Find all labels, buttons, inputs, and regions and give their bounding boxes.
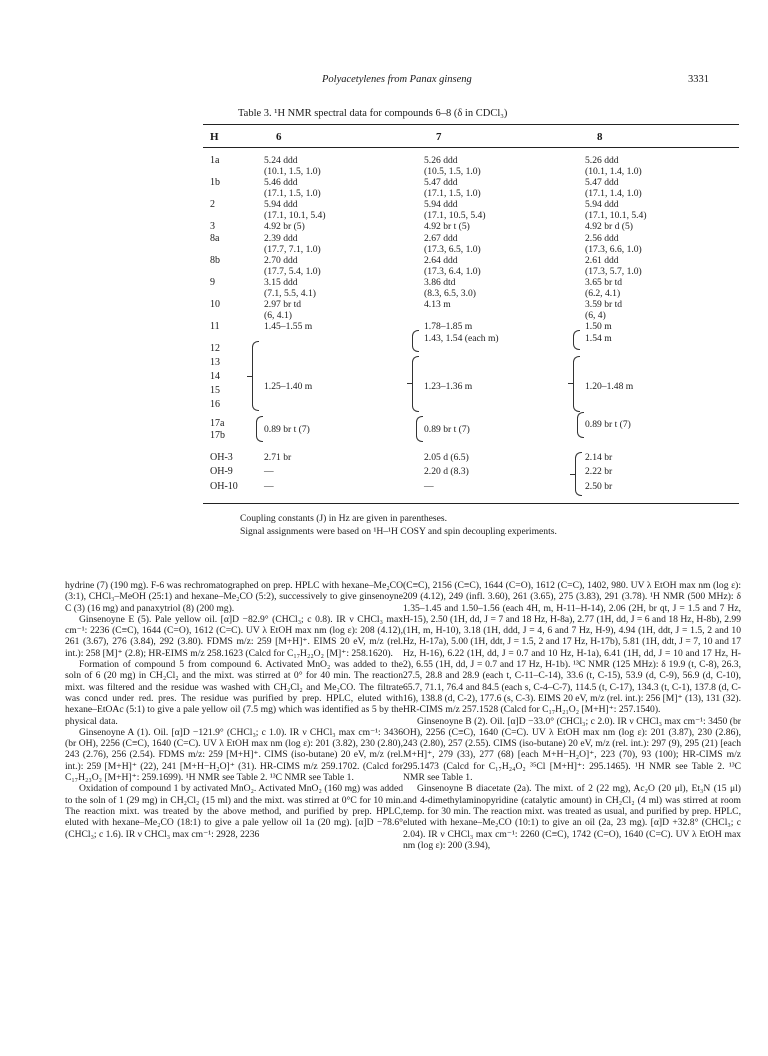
row-label: OH-3 xyxy=(210,452,233,463)
brace-17-col6 xyxy=(256,416,263,442)
brace-13-16-col7 xyxy=(412,356,419,412)
table-cell: 4.92 br d (5) xyxy=(585,221,633,232)
table-cell: 2.22 br xyxy=(585,466,613,477)
table-cell: (6, 4) xyxy=(585,310,606,321)
table-cell: 2.67 ddd xyxy=(424,233,458,244)
row-label: 15 xyxy=(210,385,220,396)
table-cell: 0.89 br t (7) xyxy=(264,424,310,435)
table-cell: 5.26 ddd xyxy=(424,155,458,166)
table-cell: 1.20–1.48 m xyxy=(585,381,634,392)
table-cell: (17.3, 5.7, 1.0) xyxy=(585,266,642,277)
table-cell: 0.89 br t (7) xyxy=(585,419,631,430)
row-label: 17b xyxy=(210,430,225,441)
table-caption: Table 3. ¹H NMR spectral data for compounds 6–8 (δ in CDCl₃) xyxy=(238,108,508,119)
table-cell: (17.7, 7.1, 1.0) xyxy=(264,244,321,255)
table-cell: 2.05 d (6.5) xyxy=(424,452,469,463)
brace-tip xyxy=(568,383,573,384)
table-cell: (17.1, 1.4, 1.0) xyxy=(585,188,642,199)
table-cell: (17.3, 6.6, 1.0) xyxy=(585,244,642,255)
brace-12-16-col6 xyxy=(252,341,259,411)
body-paragraph: Ginsenoyne B diacetate (2a). The mixt. of 2 (22 mg), Ac₂O (20 μl), Et₃N (15 μl) and 4-dimethylaminopyridine (catalytic amount) in CH₂Cl₂ (4 ml) was stirred at room temp. for 30 min. The reaction mixt. was treated as usual, and purified by prep. HPLC, eluted with hexane–Me₂CO (10:1) to give an oil (2a, 23 mg). [α]D +32.8° (CHCl₃; c 2.04). IR ν CHCl₃ max cm⁻¹: 2260 (C≡C), 1742 (C=O), 1640 (C=C). UV λ EtOH max nm (log ε): 200 (3.94), xyxy=(403,783,741,851)
body-paragraph: Ginsenoyne E (5). Pale yellow oil. [α]D −82.9° (CHCl₃; c 0.8). IR ν CHCl₃ max cm⁻¹: 2236 (C≡C), 1644 (C=O), 1612 (C=C). UV λ EtOH max nm (log ε): 208 (4.12), 261 (3.67), 276 (3.84), 292 (3.80). FDMS m/z: 259 [M+H]⁺. EIMS 20 eV, m/z (rel. int.): 258 [M]⁺ (2.8); HR-EIMS m/z 258.1623 (Calcd for C₁₇H₂₂O₂ [M]⁺: 258.1620). xyxy=(65,613,403,659)
table-cell: 5.47 ddd xyxy=(585,177,619,188)
table-cell: (17.7, 5.4, 1.0) xyxy=(264,266,321,277)
brace-13-16-col8 xyxy=(573,356,580,412)
table-cell: 5.46 ddd xyxy=(264,177,298,188)
row-label: OH-10 xyxy=(210,481,238,492)
row-label: 1a xyxy=(210,155,220,166)
body-paragraph: Oxidation of compound 1 by activated MnO₂. Activated MnO₂ (160 mg) was added to the soln of 1 (29 mg) in CH₂Cl₂ (15 ml) and the mixt. was stirred at 0°C for 10 min. The reaction mixt. was treated by the above method, and purified by prep. HPLC, eluted with hexane–Me₂CO (18:1) to give a pale yellow oil 1a (20 mg). [α]D −78.6° (CHCl₃; c 1.6). IR ν CHCl₃ max cm⁻¹: 2928, 2236 xyxy=(65,783,403,840)
table-footnote: Signal assignments were based on ¹H–¹H COSY and spin decoupling experiments. xyxy=(240,526,557,537)
table-cell: 3.65 br td xyxy=(585,277,623,288)
table-cell: 1.50 m xyxy=(585,321,612,332)
table-cell: (10.5, 1.5, 1.0) xyxy=(424,166,481,177)
table-cell: 1.45–1.55 m xyxy=(264,321,313,332)
table-cell: 3.59 br td xyxy=(585,299,623,310)
running-title: Polyacetylenes from Panax ginseng xyxy=(322,74,472,85)
table-bottom-rule xyxy=(203,503,739,504)
running-head xyxy=(0,74,768,88)
table-cell: (17.1, 1.5, 1.0) xyxy=(424,188,481,199)
row-label: 16 xyxy=(210,399,220,410)
table-cell: (10.1, 1.5, 1.0) xyxy=(264,166,321,177)
row-label: 9 xyxy=(210,277,215,288)
body-column-right xyxy=(403,580,741,851)
row-label: 8a xyxy=(210,233,220,244)
col-header-8: 8 xyxy=(597,131,603,143)
col-header-h: H xyxy=(210,131,219,143)
table-cell: — xyxy=(264,481,274,492)
row-label: 1b xyxy=(210,177,220,188)
body-paragraph: Ginsenoyne A (1). Oil. [α]D −121.9° (CHCl₃; c 1.0). IR ν CHCl₃ max cm⁻¹: 3436 (br OH), 2256 (C≡C), 1640 (C=C). UV λ EtOH max nm (log ε): 201 (3.82), 230 (2.80), 243 (2.76), 256 (2.54). FDMS m/z: 259 [M+H]⁺. CIMS (iso-butane) 20 eV, m/z (rel. int.): 259 [M+H]⁺ (22), 241 [M+H−H₂O]⁺ (31). HR-CIMS m/z 259.1702. (Calcd for C₁₇H₂₃O₂ [M+H]⁺: 259.1699). ¹H NMR see Table 2. ¹³C NMR see Table 1. xyxy=(65,726,403,784)
table-cell: (8.3, 6.5, 3.0) xyxy=(424,288,476,299)
table-cell: 0.89 br t (7) xyxy=(424,424,470,435)
body-column-left xyxy=(65,580,403,840)
brace-12-col7 xyxy=(412,330,419,352)
row-label: 10 xyxy=(210,299,220,310)
table-cell: 4.92 br t (5) xyxy=(424,221,470,232)
table-cell: — xyxy=(424,481,434,492)
table-cell: (17.1, 10.5, 5.4) xyxy=(424,210,486,221)
body-paragraph: (C≡C), 2156 (C≡C), 1644 (C=O), 1612 (C=C), 1402, 980. UV λ EtOH max nm (log ε): 209 (4.12), 249 (infl. 3.60), 261 (3.65), 275 (3.83), 291 (3.78). ¹H NMR (500 MHz): δ 1.35–1.45 and 1.50–1.56 (each 4H, m, H-11–H-14), 2.06 (2H, br qt, J = 1.5 and 7 Hz, H-15), 2.50 (1H, dd, J = 7 and 18 Hz, H-8a), 2.77 (1H, dd, J = 6 and 18 Hz, H-8b), 2.99 (1H, m, H-10), 3.18 (1H, ddd, J = 4, 6 and 7 Hz, H-9), 4.94 (1H, ddt, J = 1.5, 2 and 10 Hz, H-17a), 5.00 (1H, ddt, J = 1.5, 2 and 17 Hz, H-17b), 5.81 (1H, ddt, J = 7, 10 and 17 Hz, H-16), 6.22 (1H, dd, J = 0.7 and 10 Hz, H-1a), 6.41 (1H, dd, J = 10 and 17 Hz, H-2), 6.55 (1H, dd, J = 0.7 and 17 Hz, H-1b). ¹³C NMR (125 MHz): δ 19.9 (t, C-8), 26.3, 27.5, 28.8 and 28.9 (each t, C-11–C-14), 33.6 (t, C-15), 53.9 (d, C-9), 56.9 (d, C-10), 65.7, 71.1, 76.4 and 84.5 (each s, C-4–C-7), 114.5 (t, C-17), 134.3 (t, C-1), 137.8 (d, C-16), 138.8 (d, C-2), 177.6 (s, C-3). EIMS 20 eV, m/z (rel. int.): 256 [M]⁺ (13), 131 (32). HR-CIMS m/z 257.1528 (Calcd for C₁₇H₂₁O₂ [M+H]⁺: 257.1540). xyxy=(403,580,741,716)
table-cell: 3.86 dtd xyxy=(424,277,456,288)
table-cell: (10.1, 1.4, 1.0) xyxy=(585,166,642,177)
table-top-rule xyxy=(203,124,739,125)
row-label: 17a xyxy=(210,418,225,429)
brace-tip xyxy=(247,376,252,377)
table-cell: (17.3, 6.4, 1.0) xyxy=(424,266,481,277)
table-cell: (6, 4.1) xyxy=(264,310,292,321)
table-cell: 2.70 ddd xyxy=(264,255,298,266)
table-cell: (17.1, 10.1, 5.4) xyxy=(264,210,326,221)
brace-17-col8 xyxy=(577,412,584,438)
table-cell: 5.26 ddd xyxy=(585,155,619,166)
table-footnote: Coupling constants (J) in Hz are given in parentheses. xyxy=(240,513,448,524)
table-cell: 5.94 ddd xyxy=(264,199,298,210)
table-cell: 1.78–1.85 m xyxy=(424,321,473,332)
body-paragraph: Ginsenoyne B (2). Oil. [α]D −33.0° (CHCl₃; c 2.0). IR ν CHCl₃ max cm⁻¹: 3450 (br OH), 2256 (C≡C), 1640 (C=C). UV λ EtOH max nm (log ε): 201 (3.87), 230 (2.86), 243 (2.80), 257 (2.55). CIMS (iso-butane) 20 eV, m/z (rel. int.): 297 (9), 295 (21) [each M+H]⁺, 279 (33), 277 (68) [each M+H−H₂O]⁺, 223 (70), 93 (100); HR-CIMS m/z 295.1473 (Calcd for C₁₇H₂₄O₂ ³⁵Cl [M+H]⁺: 295.1465). ¹H NMR see Table 2. ¹³C NMR see Table 1. xyxy=(403,715,741,784)
row-label: 14 xyxy=(210,371,220,382)
table-cell: 1.25–1.40 m xyxy=(264,381,313,392)
brace-12-col8 xyxy=(573,330,580,350)
table-header-rule xyxy=(203,147,739,148)
table-cell: 2.71 br xyxy=(264,452,292,463)
table-cell: — xyxy=(264,466,274,477)
table-cell: 2.56 ddd xyxy=(585,233,619,244)
body-paragraph: Formation of compound 5 from compound 6. Activated MnO₂ was added to the soln of 6 (20 mg) in CH₂Cl₂ and the mixt. was stirred at 0° for 40 min. The reaction mixt. was filtered and the residue was washed with CH₂Cl₂ and Me₂CO. The filtrate was concd under red. pres. The residue was purified by prep. HPLC, eluted with hexane–EtOAc (5:1) to give a pale yellow oil (7.5 mg) which was identified as 5 by the physical data. xyxy=(65,659,403,727)
col-header-6: 6 xyxy=(276,131,282,143)
row-label: OH-9 xyxy=(210,466,233,477)
col-header-7: 7 xyxy=(436,131,442,143)
row-label: 13 xyxy=(210,357,220,368)
table-cell: 4.13 m xyxy=(424,299,451,310)
table-cell: 2.39 ddd xyxy=(264,233,298,244)
body-paragraph: hydrine (7) (190 mg). F-6 was rechromatographed on prep. HPLC with hexane–Me₂CO (3:1), CHCl₃–MeOH (25:1) and hexane–Me₂CO (5:2), successively to give ginsenoyne C (3) (16 mg) and panaxytriol (8) (200 mg). xyxy=(65,580,403,614)
brace-oh-col8 xyxy=(575,452,582,496)
page-number: 3331 xyxy=(688,74,709,85)
table-cell: 5.24 ddd xyxy=(264,155,298,166)
table-cell: 4.92 br (5) xyxy=(264,221,305,232)
table-cell: (17.1, 1.5, 1.0) xyxy=(264,188,321,199)
row-label: 11 xyxy=(210,321,220,332)
table-cell: 5.94 ddd xyxy=(585,199,619,210)
table-cell: (6.2, 4.1) xyxy=(585,288,621,299)
table-cell: 1.54 m xyxy=(585,333,612,344)
table-cell: 2.20 d (8.3) xyxy=(424,466,469,477)
brace-tip xyxy=(570,474,575,475)
row-label: 12 xyxy=(210,343,220,354)
row-label: 3 xyxy=(210,221,215,232)
table-cell: 5.94 ddd xyxy=(424,199,458,210)
brace-tip xyxy=(407,383,412,384)
table-cell: (17.3, 6.5, 1.0) xyxy=(424,244,481,255)
table-cell: (17.1, 10.1, 5.4) xyxy=(585,210,647,221)
table-cell: 1.23–1.36 m xyxy=(424,381,473,392)
table-cell: (7.1, 5.5, 4.1) xyxy=(264,288,316,299)
table-cell: 2.14 br xyxy=(585,452,613,463)
table-cell: 2.64 ddd xyxy=(424,255,458,266)
table-cell: 3.15 ddd xyxy=(264,277,298,288)
brace-17-col7 xyxy=(416,416,423,442)
row-label: 2 xyxy=(210,199,215,210)
table-cell: 2.61 ddd xyxy=(585,255,619,266)
table-cell: 5.47 ddd xyxy=(424,177,458,188)
table-cell: 2.50 br xyxy=(585,481,613,492)
row-label: 8b xyxy=(210,255,220,266)
table-cell: 1.43, 1.54 (each m) xyxy=(424,333,499,344)
table-cell: 2.97 br td xyxy=(264,299,302,310)
